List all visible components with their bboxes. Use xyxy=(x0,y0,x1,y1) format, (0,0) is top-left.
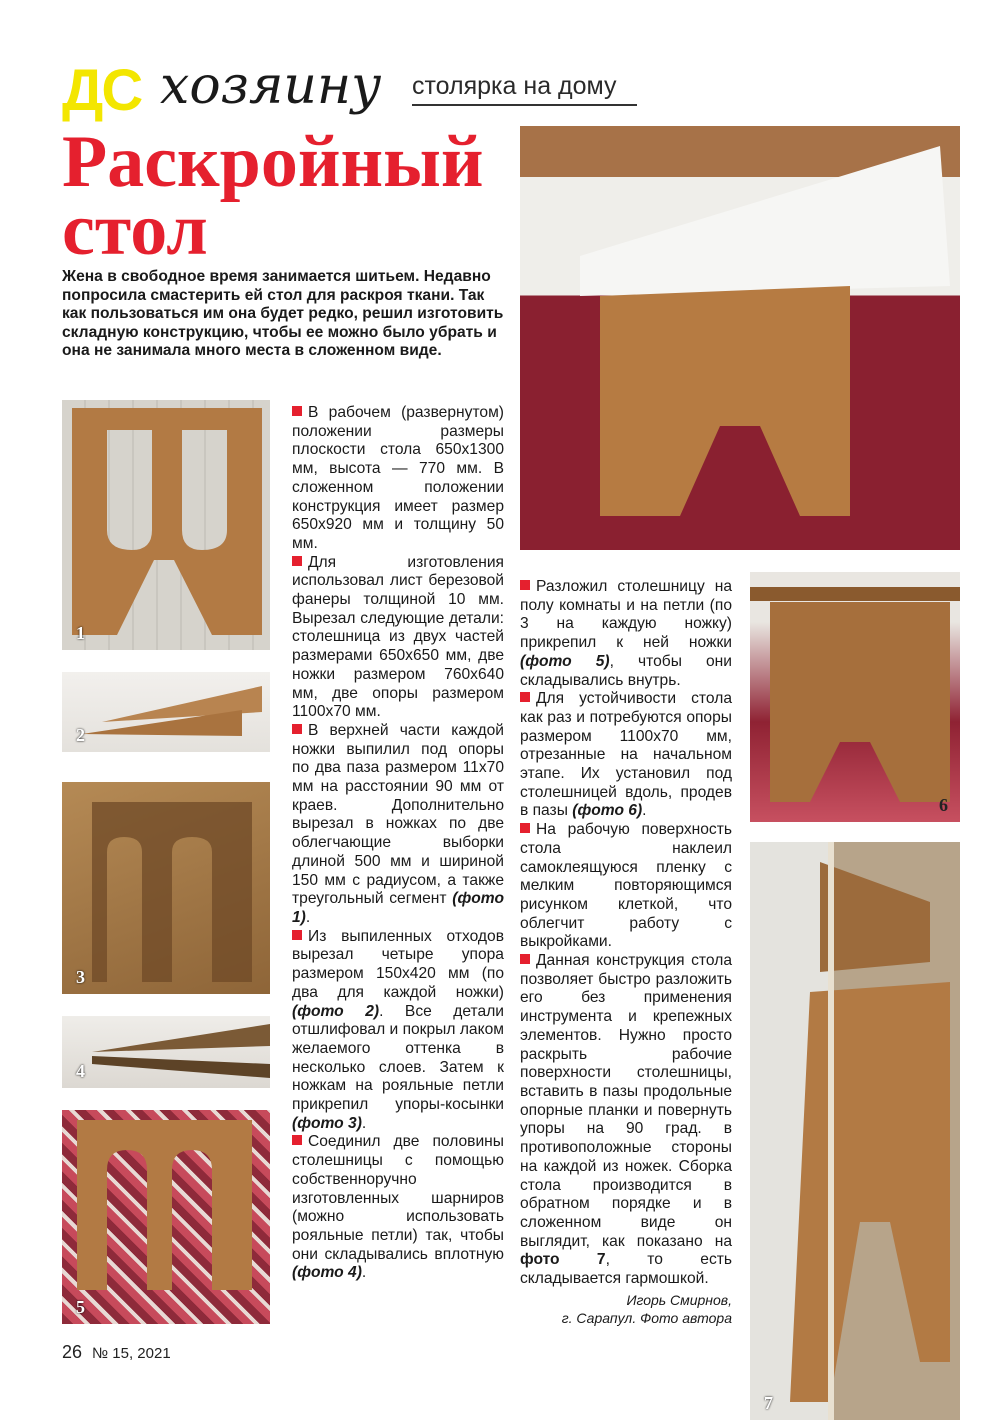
rubric-label: столярка на дому xyxy=(412,72,617,100)
bullet-icon xyxy=(292,930,302,940)
photo-number: 1 xyxy=(76,623,85,643)
photo-number: 5 xyxy=(76,1297,85,1317)
photo-reference: (фото 2) xyxy=(292,1002,380,1020)
photo-reference: (фото 6) xyxy=(572,802,643,820)
text-column-1 xyxy=(292,404,504,1283)
photo-6 xyxy=(750,572,960,822)
paragraph-text: На рабочую поверхность стола наклеил самоклеящуюся пленку с мелким повторяющимся рисунком клеткой, что облегчит работу с выкройками. xyxy=(520,821,732,951)
page-number: 26 xyxy=(62,1342,83,1362)
photo-number: 6 xyxy=(939,795,948,815)
photo-table-open xyxy=(520,126,960,550)
paragraph: Из выпиленных отходов вырезал четыре упора размером 150х420 мм (по два для каждой ножки) (фото 2). Все детали отшлифовал и покрыл лаком желаемого оттенка в несколько слоев. Затем к ножкам на рояльные петли прикрепил упоры-косынки (фото 3). xyxy=(292,927,504,1132)
folded-leg-illustration xyxy=(62,782,270,994)
photo-1 xyxy=(62,400,270,650)
paragraph xyxy=(292,554,504,722)
title-line-2: стол xyxy=(62,189,208,271)
article-lead: Жена в свободное время занимается шитьем. Недавно попросила смастерить ей стол для раскроя ткани. Так как пользоваться им она будет редко, решил изготовить складную конструкцию, чтобы ее можно было убрать и она не занимала много места в сложенном виде. xyxy=(62,268,504,360)
photo-reference: (фото 3) xyxy=(292,1114,362,1132)
bullet-icon xyxy=(292,1135,302,1145)
photo-5 xyxy=(62,1110,270,1324)
photo-2 xyxy=(62,672,270,752)
bullet-icon xyxy=(520,954,530,964)
photo-number: 2 xyxy=(76,725,85,745)
paragraph-text: Все детали отшлифовал и покрыл лаком желаемого оттенка в несколько слоев. Затем к ножкам на рояльные петли прикрепил упоры-косынки xyxy=(292,1002,504,1114)
section-title: хозяину xyxy=(160,56,382,116)
hinge-illustration xyxy=(62,1016,270,1088)
photo-3 xyxy=(62,782,270,994)
text-column-2 xyxy=(520,578,732,1327)
assembled-legs-illustration xyxy=(62,1110,270,1324)
article-title xyxy=(62,121,522,271)
photo-reference: (фото 4) xyxy=(292,1264,362,1282)
photo-reference: (фото 5) xyxy=(520,652,610,670)
paragraph: В верхней части каждой ножки выпилил под опоры по два паза размером 11х70 мм на расстоянии 90 мм от краев. Дополнительно вырезал в ножках по две облегчающие выборки длиной 500 мм и шириной 150 мм с радиусом, а также треугольный сегмент (фото 1). xyxy=(292,721,504,926)
paragraph-text: Для изготовления использовал лист березовой фанеры толщиной 10 мм. Вырезал следующие детали: столешница из двух частей размерами 650х650 мм, две ножки размером 760х640 мм, две опоры размером 1100х70 мм. xyxy=(292,553,504,721)
paragraph-text: В рабочем (развернутом) положении размеры плоскости стола 650х1300 мм, высота — 770 мм. В сложенном положении конструкция имеет размер 650х920 мм и толщину 50 мм. xyxy=(292,404,504,552)
bullet-icon xyxy=(520,692,530,702)
paragraph xyxy=(520,821,732,952)
table-supports-illustration xyxy=(750,572,960,822)
author-name: Игорь Смирнов, xyxy=(626,1291,732,1308)
section-logo: ДС xyxy=(62,58,142,123)
title-line-1: Раскройный xyxy=(62,121,484,203)
paragraph-text: Разложил столешницу на полу комнаты и на петли (по 3 на каждую ножку) прикрепил к ней ножки xyxy=(520,578,732,652)
bullet-icon xyxy=(292,556,302,566)
paragraph-text: Из выпиленных отходов вырезал четыре упора размером 150х420 мм (по два для каждой ножки) xyxy=(292,927,504,1001)
open-table-illustration xyxy=(520,126,960,550)
issue-number: № 15, 2021 xyxy=(92,1345,171,1362)
paragraph-text: , то есть складывается гармошкой. xyxy=(520,1251,733,1288)
paragraph xyxy=(520,952,732,1289)
page-footer xyxy=(62,1342,171,1363)
folded-table-illustration xyxy=(750,842,960,1420)
bullet-icon xyxy=(292,724,302,734)
author-place: г. Сарапул. Фото автора xyxy=(561,1309,732,1326)
paragraph-text: , чтобы они складывались внутрь. xyxy=(520,652,732,689)
bullet-icon xyxy=(292,406,302,416)
photo-7 xyxy=(750,842,960,1420)
rubric-underline xyxy=(412,104,637,106)
paragraph-text: Данная конструкция стола позволяет быстро разложить его без применения инструмента и крепежных элементов. Нужно просто раскрыть рабочие поверхности столешницы, вставить в пазы продольные опорные планки и повернуть упоры на 90 град. в противоположные стороны на каждой из ножек. Сборка стола производится в обратном порядке и в сложенном виде он выглядит, как показано на xyxy=(520,952,732,1250)
paragraph: Соединил две половины столешницы с помощью собственноручно изготовленных шарниров (можно использовать рояльные петли) так, чтобы они складывались вплотную (фото 4). xyxy=(292,1133,504,1282)
paragraph-text: Для устойчивости стола как раз и потребуются опоры размером 1100х70 мм, отрезанные на начальном этапе. Их установил под столешницей вдоль, продев в пазы xyxy=(520,690,732,820)
wedge-parts-illustration xyxy=(62,672,270,752)
photo-number: 7 xyxy=(764,1393,773,1413)
table-leg-illustration xyxy=(62,400,270,650)
photo-4 xyxy=(62,1016,270,1088)
photo-reference: фото 7 xyxy=(520,1251,606,1269)
paragraph: Для устойчивости стола как раз и потребуются опоры размером 1100х70 мм, отрезанные на начальном этапе. Их установил под столешницей вдоль, продев в пазы (фото 6). xyxy=(520,690,732,820)
photo-reference: (фото 1) xyxy=(292,890,504,926)
photo-number: 4 xyxy=(76,1061,85,1081)
bullet-icon xyxy=(520,580,530,590)
paragraph xyxy=(520,578,732,690)
bullet-icon xyxy=(520,823,530,833)
paragraph xyxy=(292,404,504,554)
paragraph-text: В верхней части каждой ножки выпилил под опоры по два паза размером 11х70 мм на расстоянии 90 мм от краев. Дополнительно вырезал в ножках по две облегчающие выборки длиной 500 мм и шириной 150 мм с радиусом, а также треугольный сегмент xyxy=(292,721,504,908)
photo-number: 3 xyxy=(76,967,85,987)
paragraph-text: Соединил две половины столешницы с помощью собственноручно изготовленных шарниров (можно использовать рояльные петли) так, чтобы они складывались вплотную xyxy=(292,1133,504,1263)
